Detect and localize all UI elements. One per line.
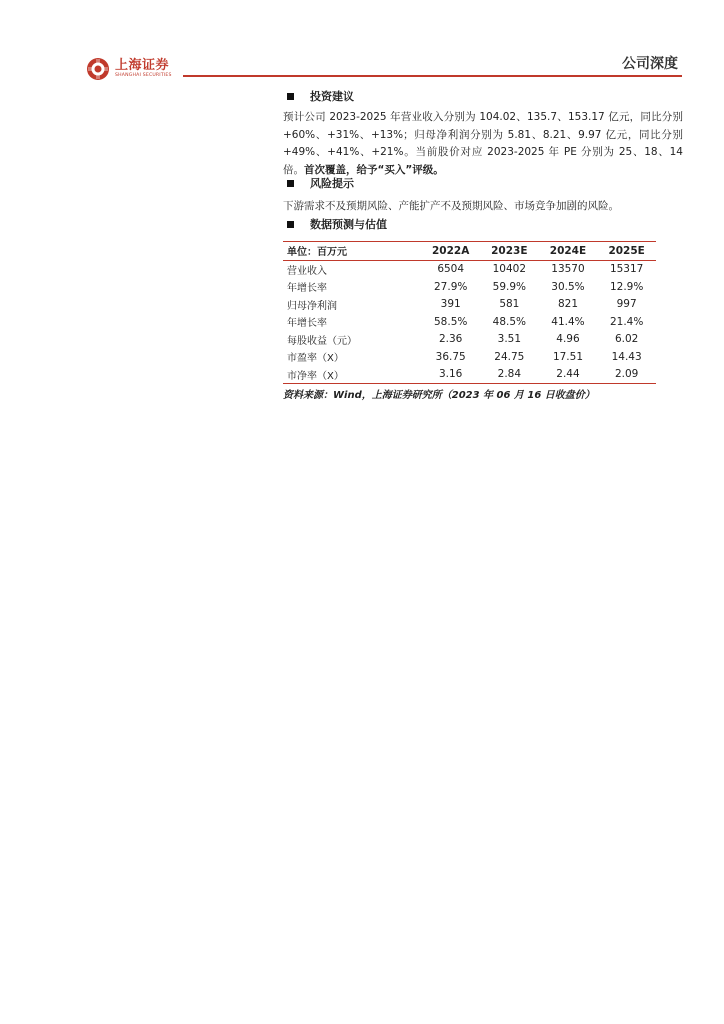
forecast-heading xyxy=(283,216,683,232)
table-cell: 24.75 xyxy=(494,350,525,363)
square-bullet-icon xyxy=(287,180,294,187)
table-cell: 3.51 xyxy=(497,333,522,346)
row-label: 年增长率 xyxy=(287,318,327,330)
table-column-header: 2025E xyxy=(597,242,656,261)
table-cell: 4.96 xyxy=(556,333,580,346)
risk-section xyxy=(283,175,683,216)
table-cell: 6.02 xyxy=(614,333,639,346)
table-cell: 58.5% xyxy=(434,315,468,328)
table-column-header: 2022A xyxy=(421,242,480,261)
row-label: 归母净利润 xyxy=(287,300,337,312)
table-cell: 997 xyxy=(616,298,637,311)
table-cell: 581 xyxy=(499,298,520,311)
forecast-table xyxy=(283,241,656,384)
row-label: 市盈率（X） xyxy=(287,353,344,365)
table-cell: 14.43 xyxy=(611,350,642,363)
investment-text: 预计公司 2023-2025 年营业收入分别为 104.02、135.7、153.17 亿元，同比分别+60%、+31%、+13%；归母净利润分别为 5.81、8.21、9.97 亿元，同比分别+49%、+41%、+21%。当前股价对应 2023-2025 年 PE 分别为 25、18、14 倍。 xyxy=(283,111,683,176)
table-header-row xyxy=(283,242,656,261)
row-label: 营业收入 xyxy=(287,265,327,277)
table-cell: 2.84 xyxy=(480,366,539,384)
table-row xyxy=(283,260,656,278)
table-cell: 17.51 xyxy=(552,350,583,363)
logo-emblem-icon xyxy=(86,57,110,81)
table-cell: 15317 xyxy=(609,263,644,276)
square-bullet-icon xyxy=(287,221,294,228)
risk-text: 下游需求不及预期风险、产能扩产不及预期风险、市场竞争加剧的风险。 xyxy=(283,200,619,212)
table-cell: 21.4% xyxy=(609,315,644,328)
table-column-header: 2024E xyxy=(539,242,598,261)
table-cell: 59.9% xyxy=(492,280,527,293)
risk-heading-text: 风险提示 xyxy=(310,177,354,190)
logo-name-cn: 上海证券 xyxy=(115,58,170,73)
section-tag: 公司深度 xyxy=(622,56,678,72)
table-column-header: 2023E xyxy=(480,242,539,261)
investment-paragraph xyxy=(283,109,683,179)
table-unit-header: 单位：百万元 xyxy=(283,242,421,261)
table-cell: 36.75 xyxy=(435,350,466,363)
company-logo xyxy=(86,55,172,83)
forecast-section xyxy=(283,216,683,401)
table-cell: 10402 xyxy=(492,263,527,276)
row-label: 年增长率 xyxy=(287,283,327,295)
row-label: 市净率（X） xyxy=(283,366,421,384)
table-cell: 2.09 xyxy=(597,366,656,384)
table-source-note: 资料来源：Wind，上海证券研究所（2023 年 06 月 16 日收盘价） xyxy=(283,390,595,401)
table-cell: 2.44 xyxy=(539,366,598,384)
table-cell: 41.4% xyxy=(551,315,585,328)
table-cell: 48.5% xyxy=(492,315,527,328)
forecast-heading-text: 数据预测与估值 xyxy=(310,218,387,231)
table-row xyxy=(283,331,656,349)
table-cell: 821 xyxy=(557,298,578,311)
header-divider xyxy=(183,75,682,77)
investment-heading xyxy=(283,88,683,104)
table-cell: 12.9% xyxy=(609,280,644,293)
table-cell: 6504 xyxy=(437,263,465,276)
investment-section xyxy=(283,88,683,179)
investment-heading-text: 投资建议 xyxy=(310,90,354,103)
table-cell: 2.36 xyxy=(438,333,463,346)
logo-name-en: SHANGHAI SECURITIES xyxy=(115,73,172,78)
square-bullet-icon xyxy=(287,93,294,100)
table-cell: 391 xyxy=(440,298,461,311)
table-row xyxy=(283,313,656,331)
table-cell: 30.5% xyxy=(551,280,585,293)
investment-rating: 首次覆盖，给予“买入”评级。 xyxy=(304,163,444,176)
table-cell: 13570 xyxy=(551,263,585,276)
table-row xyxy=(283,348,656,366)
table-row xyxy=(283,278,656,296)
table-cell: 27.9% xyxy=(434,280,468,293)
table-row xyxy=(283,296,656,314)
table-cell: 3.16 xyxy=(421,366,480,384)
table-row xyxy=(283,366,656,384)
row-label: 每股收益（元） xyxy=(287,335,357,347)
risk-heading xyxy=(283,175,683,191)
